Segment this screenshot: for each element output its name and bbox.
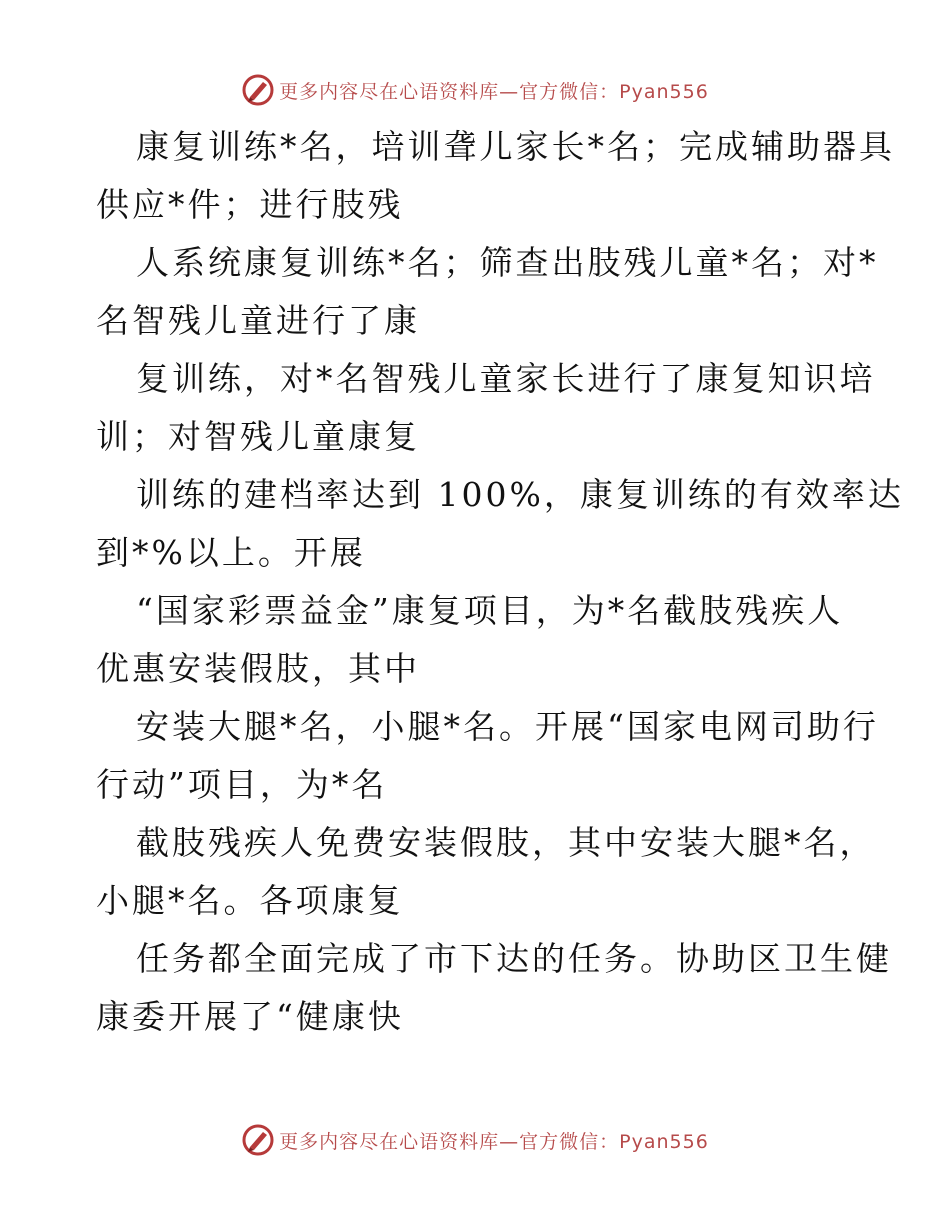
text-line: 优惠安装假肢，其中 <box>96 649 420 688</box>
text-line: 行动”项目，为*名 <box>96 765 388 804</box>
text-line: 复训练，对*名智残儿童家长进行了康复知识培 <box>136 359 876 398</box>
text-line: 训；对智残儿童康复 <box>96 417 420 456</box>
footer-watermark <box>0 1120 950 1160</box>
text-line: 康复训练*名，培训聋儿家长*名；完成辅助器具 <box>136 127 895 166</box>
text-line: 康委开展了“健康快 <box>96 997 404 1036</box>
watermark-text: 更多内容尽在心语资料库—官方微信：Pyan556 <box>279 80 709 103</box>
pen-logo-icon <box>241 1123 275 1157</box>
text-line: 训练的建档率达到 100%，康复训练的有效率达 <box>136 475 904 514</box>
text-line: 任务都全面完成了市下达的任务。协助区卫生健 <box>136 939 892 978</box>
pen-logo-icon <box>241 73 275 107</box>
text-line: 小腿*名。各项康复 <box>96 881 404 920</box>
text-line: 截肢残疾人免费安装假肢，其中安装大腿*名， <box>136 823 876 862</box>
text-line: 名智残儿童进行了康 <box>96 301 420 340</box>
text-line: 安装大腿*名，小腿*名。开展“国家电网司助行 <box>136 707 879 746</box>
header-watermark <box>0 70 950 110</box>
document-body <box>96 118 904 1046</box>
text-line: 供应*件；进行肢残 <box>96 185 404 224</box>
text-line: 人系统康复训练*名；筛查出肢残儿童*名；对* <box>136 243 879 282</box>
text-line: “国家彩票益金”康复项目，为*名截肢残疾人 <box>136 591 844 630</box>
text-line: 到*%以上。开展 <box>96 533 366 572</box>
watermark-text: 更多内容尽在心语资料库—官方微信：Pyan556 <box>279 1130 709 1153</box>
